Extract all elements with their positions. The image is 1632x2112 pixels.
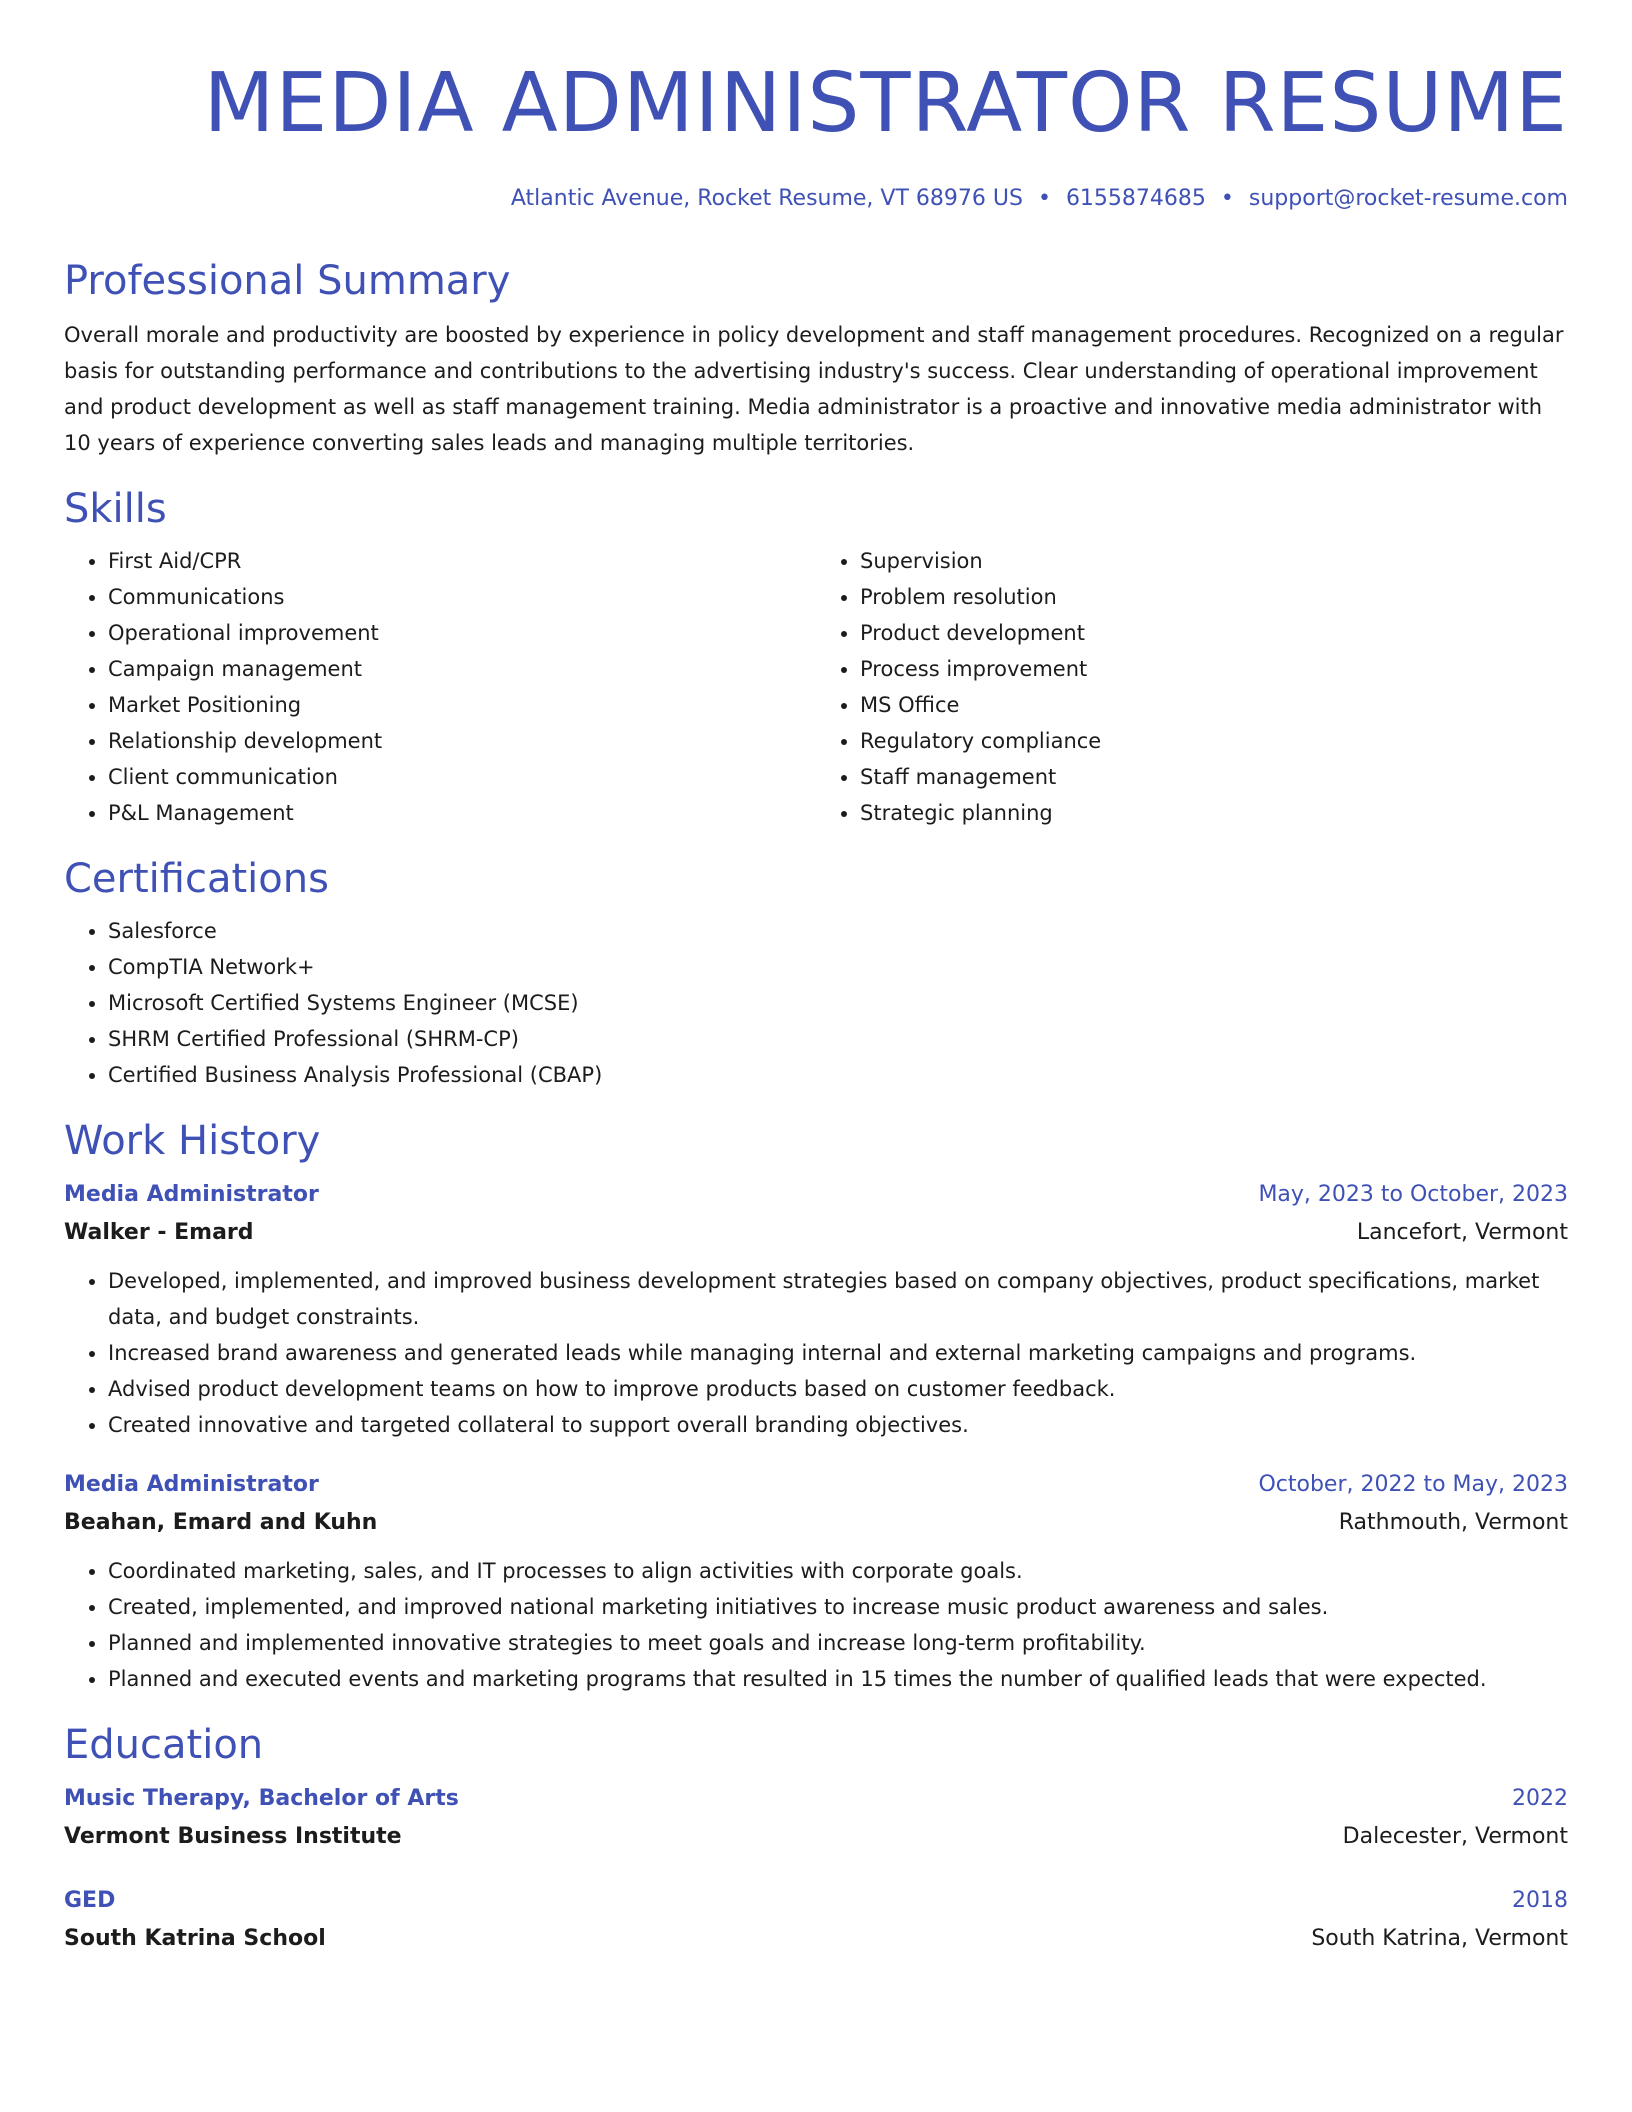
- certification-item: • SHRM Certified Professional (SHRM-CP): [108, 1021, 1568, 1057]
- skill-item: • Product development: [860, 615, 1568, 651]
- education-location: South Katrina, Vermont: [1311, 1926, 1568, 1951]
- skill-item: • Process improvement: [860, 651, 1568, 687]
- certifications-list: [64, 913, 1568, 1093]
- contact-line: [64, 186, 1568, 211]
- certification-item: • Certified Business Analysis Professional (CBAP): [108, 1057, 1568, 1093]
- work-history-section: [64, 1117, 1568, 1697]
- education-year: 2018: [1512, 1888, 1568, 1913]
- certifications-section: [64, 855, 1568, 1093]
- job-bullet: • Created, implemented, and improved national marketing initiatives to increase music product awareness and sales.: [108, 1589, 1568, 1625]
- job-bullet: • Coordinated marketing, sales, and IT processes to align activities with corporate goals.: [108, 1553, 1568, 1589]
- job-subheader: [64, 1215, 1568, 1251]
- education-entry: [64, 1781, 1568, 1855]
- skill-item: • First Aid/CPR: [108, 543, 816, 579]
- education-header: [64, 1781, 1568, 1817]
- skills-columns: [64, 533, 1568, 831]
- job-role: Media Administrator: [64, 1182, 319, 1207]
- education-section: [64, 1721, 1568, 1957]
- contact-separator: •: [1220, 186, 1234, 211]
- skill-item: • Client communication: [108, 759, 816, 795]
- skill-item: • Campaign management: [108, 651, 816, 687]
- summary-section: [64, 257, 1568, 461]
- job-entry: [64, 1467, 1568, 1697]
- skill-item: • Staff management: [860, 759, 1568, 795]
- education-degree: Music Therapy, Bachelor of Arts: [64, 1786, 459, 1811]
- education-entry: [64, 1883, 1568, 1957]
- job-bullet: • Developed, implemented, and improved business development strategies based on company objectives, product specifications, market data, and budget constraints.: [108, 1263, 1568, 1335]
- certification-item: • CompTIA Network+: [108, 949, 1568, 985]
- certifications-heading: Certifications: [64, 856, 329, 902]
- job-bullet: • Planned and implemented innovative strategies to meet goals and increase long-term profitability.: [108, 1625, 1568, 1661]
- job-bullets: [64, 1263, 1568, 1443]
- contact-phone: 6155874685: [1065, 186, 1206, 211]
- skill-item: • P&L Management: [108, 795, 816, 831]
- job-header: [64, 1177, 1568, 1213]
- skill-item: • Problem resolution: [860, 579, 1568, 615]
- resume-title: MEDIA ADMINISTRATOR RESUME: [203, 56, 1568, 151]
- education-heading: Education: [64, 1722, 264, 1768]
- job-bullets: [64, 1553, 1568, 1697]
- job-dates: May, 2023 to October, 2023: [1258, 1182, 1568, 1207]
- job-bullet: • Created innovative and targeted collateral to support overall branding objectives.: [108, 1407, 1568, 1443]
- education-subheader: [64, 1921, 1568, 1957]
- education-subheader: [64, 1819, 1568, 1855]
- job-location: Lancefort, Vermont: [1356, 1220, 1568, 1245]
- summary-text: Overall morale and productivity are boosted by experience in policy development and staff management procedures. Recognized on a regular basis for outstanding performance and contributions to the advertising industry's success. Clear understanding of operational improvement and product development as well as staff management training. Media administrator is a proactive and innovative media administrator with 10 years of experience converting sales leads and managing multiple territories.: [64, 323, 1564, 455]
- skill-item: • Supervision: [860, 543, 1568, 579]
- work-history-heading: Work History: [64, 1118, 321, 1164]
- job-header: [64, 1467, 1568, 1503]
- job-location: Rathmouth, Vermont: [1338, 1510, 1568, 1535]
- skills-list-right: [816, 543, 1568, 831]
- certification-item: • Salesforce: [108, 913, 1568, 949]
- summary-heading: Professional Summary: [64, 258, 511, 304]
- job-role: Media Administrator: [64, 1472, 319, 1497]
- contact-email[interactable]: support@rocket-resume.com: [1248, 186, 1568, 211]
- skill-item: • Regulatory compliance: [860, 723, 1568, 759]
- job-company: Walker - Emard: [64, 1220, 254, 1245]
- job-bullet: • Increased brand awareness and generated leads while managing internal and external marketing campaigns and programs.: [108, 1335, 1568, 1371]
- education-school: South Katrina School: [64, 1926, 326, 1951]
- skills-section: [64, 485, 1568, 831]
- contact-separator: •: [1037, 186, 1051, 211]
- skill-item: • Communications: [108, 579, 816, 615]
- job-subheader: [64, 1505, 1568, 1541]
- education-location: Dalecester, Vermont: [1342, 1824, 1568, 1849]
- job-company: Beahan, Emard and Kuhn: [64, 1510, 378, 1535]
- job-entry: [64, 1177, 1568, 1443]
- skill-item: • Market Positioning: [108, 687, 816, 723]
- skill-item: • Operational improvement: [108, 615, 816, 651]
- education-degree: GED: [64, 1888, 116, 1913]
- job-bullet: • Planned and executed events and marketing programs that resulted in 15 times the number of qualified leads that were expected.: [108, 1661, 1568, 1697]
- skills-list-left: [64, 543, 816, 831]
- certification-item: • Microsoft Certified Systems Engineer (MCSE): [108, 985, 1568, 1021]
- job-dates: October, 2022 to May, 2023: [1258, 1472, 1568, 1497]
- job-bullet: • Advised product development teams on how to improve products based on customer feedback.: [108, 1371, 1568, 1407]
- skill-item: • MS Office: [860, 687, 1568, 723]
- skill-item: • Relationship development: [108, 723, 816, 759]
- skill-item: • Strategic planning: [860, 795, 1568, 831]
- education-header: [64, 1883, 1568, 1919]
- skills-heading: Skills: [64, 486, 167, 532]
- contact-address: Atlantic Avenue, Rocket Resume, VT 68976 US: [510, 186, 1023, 211]
- education-school: Vermont Business Institute: [64, 1824, 402, 1849]
- education-year: 2022: [1512, 1786, 1568, 1811]
